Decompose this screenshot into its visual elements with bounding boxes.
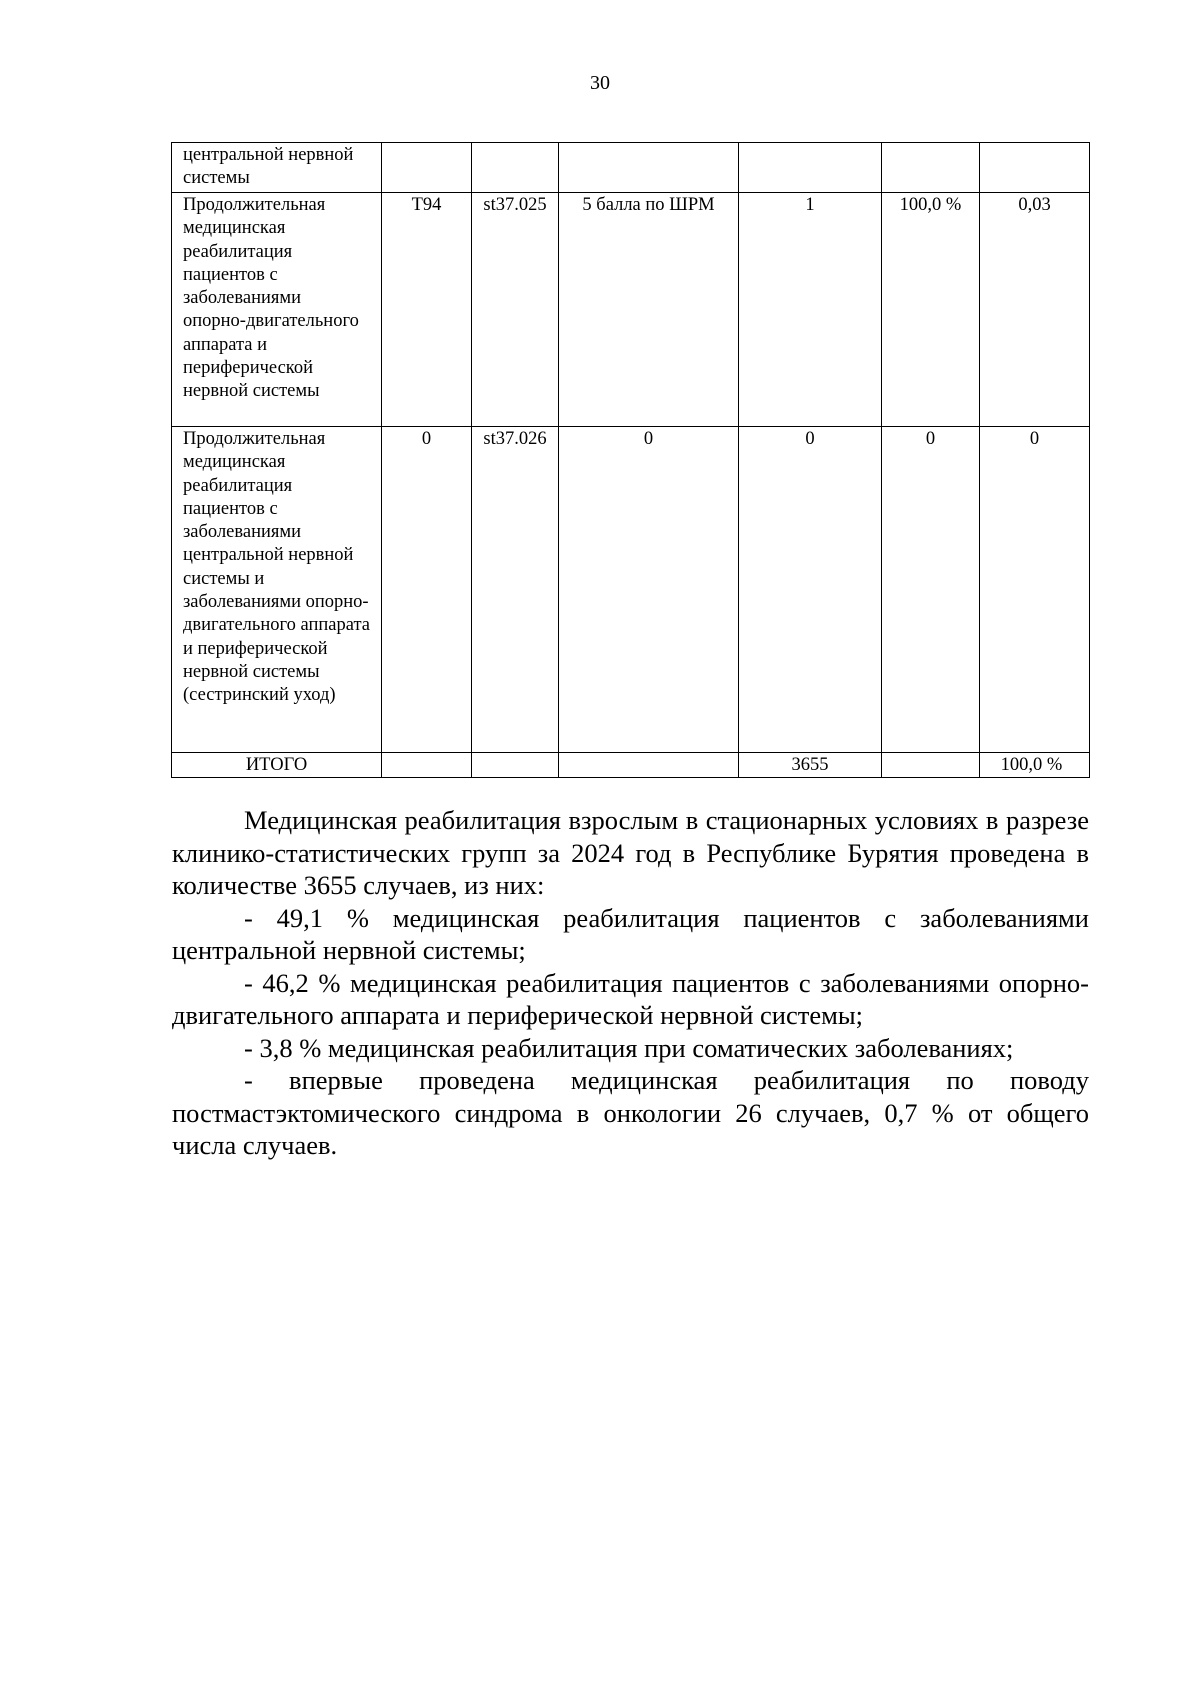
- list-item: - впервые проведена медицинская реабилитация по поводу постмастэктомического синдрома в онкологии 26 случаев, 0,7 % от общего числа случаев.: [172, 1065, 1089, 1160]
- table-cell: [382, 753, 472, 778]
- table-cell: 0: [980, 427, 1090, 753]
- table-total-row: [172, 753, 1090, 778]
- table-cell: [472, 143, 559, 193]
- row-name-cell: Продолжительная медицинская реабилитация пациентов с заболеваниями центральной нервной системы и заболеваниями опорно-двигательного аппарата и периферической нервной системы (сестринский уход): [172, 427, 382, 753]
- row-name-cell: центральной нервной системы: [172, 143, 382, 193]
- table-cell: Т94: [382, 193, 472, 427]
- table-cell: 3655: [739, 753, 882, 778]
- table-cell: 0,03: [980, 193, 1090, 427]
- list-item: - 46,2 % медицинская реабилитация пациентов с заболеваниями опорно-двигательного аппарата и периферической нервной системы;: [172, 967, 1089, 1030]
- table-cell: [382, 143, 472, 193]
- table-cell: [559, 753, 739, 778]
- table-cell: 5 балла по ШРМ: [559, 193, 739, 427]
- table-cell: 0: [382, 427, 472, 753]
- table-cell: 0: [882, 427, 980, 753]
- table-cell: [882, 143, 980, 193]
- list-item: - 49,1 % медицинская реабилитация пациентов с заболеваниями центральной нервной системы;: [172, 902, 1089, 965]
- table-row: [172, 427, 1090, 753]
- table-cell: st37.026: [472, 427, 559, 753]
- table-cell: 0: [559, 427, 739, 753]
- table-cell: [882, 753, 980, 778]
- table-row: [172, 143, 1090, 193]
- page-number: 30: [590, 72, 610, 94]
- list-item: - 3,8 % медицинская реабилитация при соматических заболеваниях;: [244, 1032, 1014, 1063]
- paragraph: Медицинская реабилитация взрослым в стационарных условиях в разрезе клинико-статистических групп за 2024 год в Республике Бурятия проведена в количестве 3655 случаев, из них:: [172, 805, 1089, 900]
- total-label-cell: ИТОГО: [172, 753, 382, 778]
- table-cell: [980, 143, 1090, 193]
- table-cell: [559, 143, 739, 193]
- table-cell: [739, 143, 882, 193]
- table-cell: 100,0 %: [882, 193, 980, 427]
- table-cell: st37.025: [472, 193, 559, 427]
- rehabilitation-table: [171, 142, 1090, 778]
- table-cell: 0: [739, 427, 882, 753]
- summary-text: [172, 804, 1089, 1162]
- table-cell: 100,0 %: [980, 753, 1090, 778]
- table-cell: [472, 753, 559, 778]
- row-name-cell: Продолжительная медицинская реабилитация пациентов с заболеваниями опорно-двигательного аппарата и периферической нервной системы: [172, 193, 382, 427]
- table-row: [172, 193, 1090, 427]
- table-cell: 1: [739, 193, 882, 427]
